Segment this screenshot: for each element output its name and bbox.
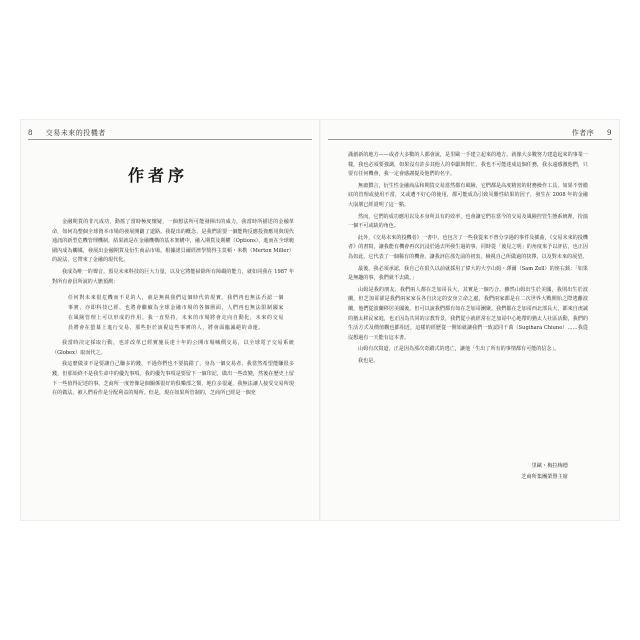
author-name: 里歐・梅拉梅德 xyxy=(531,463,568,469)
paragraph: 我也是。 xyxy=(358,357,379,364)
chapter-title: 作者序 xyxy=(128,166,189,185)
page-gutter xyxy=(319,119,321,521)
right-body xyxy=(348,151,588,368)
paragraph: 滿創新的地方——或者大多數的人都會說，是里歐一手建立起來的地方。就像大多數努力建造起來的事業一樣，我也必須要強調，如果沒有許多其他人的奉獻與幫忙，我也不可能達成這個任務，我永遠感激他們，只要有任何機會，我一定會感謝提及他們的名字。 xyxy=(348,152,588,178)
left-running-head xyxy=(28,128,106,138)
left-header-rule xyxy=(28,139,312,140)
paragraph: 然而，它們的成功應用以及本身所具有的效率，也會讓它們在當今的交易及風險控管生態系統裡，扮演一個不可或缺的角色。 xyxy=(348,213,588,230)
paragraph: 山姆是我的朋友，我們兩人都在芝加哥長大，其實是一個巧合。雖然山姆出生於美國，我則出生於波蘭，但芝加哥卻是我們兩家家長各自決定的安身立命之處，我們兩家都是在二次世界大戰開始之際逃離波蘭，他們從波蘭移居美國後，但可以說我們都有如在芝加哥團聚。我們都在芝加哥西北部長大，都來自虔誠的猶太移民家庭，也正因為共同的宗教背景，我們從小就經常在芝加哥中心地帶的猶太人社區活動，我們的生活方式及價值觀也都相近，這樣的經歷從一開始就讓我們一致認同千萬（Sugihara Chiune）……我從沒想過有一天能有這本書。 xyxy=(348,286,588,341)
right-page-number: 9 xyxy=(607,129,612,137)
left-page-number: 8 xyxy=(28,129,33,137)
signature-block xyxy=(500,461,568,483)
block-quote: 任何對未來很危機而不見的人，就是無視我們這個時代的現實。我們再也無法否認一個事實，亦即科技已經、也將會繼續為全球金融市場的各個層面，人們再也無法限制國家在風險管理上可以形成的作用。我一直堅持，未來的市場將會走向自動化，未來的交易員將會在螢幕上進行交易，那些拒於該視這些事實的人，將會面臨滅絕的命運。 xyxy=(68,295,284,332)
book-spread xyxy=(20,119,620,521)
paragraph: 我當時決定採取行動，也許改革已經實施長達十年的公開市場喊價交易，以全球電子交易系統（Globex）取而代之。 xyxy=(52,340,294,356)
left-book-title: 交易未來的投機者 xyxy=(45,129,106,137)
paragraph: 我這麼做並不是要讓自己賺多的錢，不過你們也不要搞錯了，身為一個交易者，我當然希望能賺很多錢，但那始終不是我生命中的優先事項。我的優先事項是要留下一個印記，做出一些改變，然後在歷史上留下一些值得記述的事。芝商所一度曾像是個關係很好的俱樂部之類，地位多很遜，我無法讓人接受交易所現在的做法，被人們看作是分配利益的場所。但是，現在如果所管制的，芝商所已經是一個充 xyxy=(52,361,294,397)
right-chapter-title: 作者序 xyxy=(571,129,595,137)
paragraph: 無庸贅言，衍生性金融商品和期貨交易當然都有風險，它們都是高度精密的財務操作工具，如果不曾徹底的管理或使用不當，又或遭不好心的使用，都可能成為引致災難性結果的因子，發生在 2008 年的金融大崩壞已經證明了這一點。 xyxy=(348,182,588,208)
author-title: 芝商所集團榮譽主席 xyxy=(521,474,568,480)
paragraph: 此外，《交易未來的投機者》一書中，也包含了一些我從來不曾分享過的事件及插曲，《交易未來的投機者》的書寫，讓我能有機會再次沉浸於過去所發生過的事，同時從「後見之明」的角度來予以評估，也正因為如此，它代表了一個稀有的機會，讓我評估那先前的初衷，檢視自己所做過的抉擇，以及對未來的展望。 xyxy=(348,234,588,260)
right-running-head xyxy=(572,128,612,138)
paragraph: 最後，我必須承認，我自己在很久以前就採用了偉大的大亨山姆・澤爾（Sam Zell）的座右銘：「如果是無趣的事，我們就不去做。」 xyxy=(348,265,588,282)
paragraph: 金融期貨的非凡成功，動搖了當時極度懷疑，一個想法所可能發揮出的威力，我當時所描述的金融革命，如何為整個全球資本市場的發展開闢了道路。我提出的概念，是我們需要一個能夠反應投資應用與現代通訊的新型危機管理機制，結果就是在金融機構的基本架構中，融入期貨及期權（Options），進而在全球範圍內成為觸媒，發展出金融期貨及衍生商品市場。根據諾貝爾經濟學獎得主莫頓・米勒（Merton Miller）的說法，它帶來了金融的現代化。 xyxy=(52,219,294,264)
left-body xyxy=(52,218,294,401)
right-header-rule xyxy=(328,139,612,140)
paragraph: 我成為唯一的聲音，預見未來科技的巨大力量，以及它將能掃除所有障礙的能力，就如同我在 1987 年對所有會員所說的大膽預測： xyxy=(52,268,294,285)
paragraph: 山姆有次寫道，正是因為那次奇蹟式的逃亡，讓他「生出了所有的事情都有可能的信念」。 xyxy=(358,346,560,353)
